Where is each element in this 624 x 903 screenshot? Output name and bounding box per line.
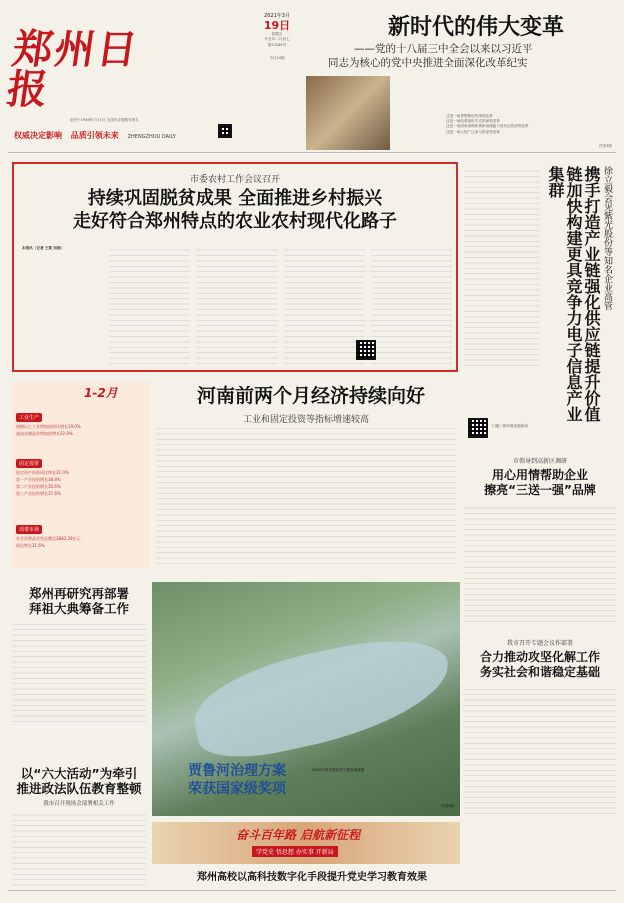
left-story-body — [12, 811, 146, 891]
date-year: 2021年3月 — [264, 13, 290, 19]
left-story-2 — [12, 766, 146, 892]
photo-caption-title-2: 荣获国家级奖项 — [188, 781, 286, 797]
river-shape — [185, 626, 458, 768]
right-story-title-2: 擦亮“三送一强”品牌 — [484, 483, 596, 497]
right-story-2 — [464, 638, 616, 818]
stat-line: 固定资产投资同比增长31.0% — [16, 470, 69, 475]
stat-line: 社会消费品零售总额达3883.29亿元 — [16, 536, 81, 541]
right-story-title-1: 合力推动攻坚化解工作 — [479, 650, 600, 664]
left-story-1 — [12, 586, 146, 726]
river-photo — [152, 582, 460, 816]
lead-column — [284, 246, 365, 364]
right-story-body — [464, 686, 616, 814]
photo-caption-see: 详见2版 — [440, 804, 454, 808]
right-story-1 — [464, 456, 616, 632]
top-story-see: 详见3版 — [598, 144, 612, 148]
lead-qr-icon — [356, 340, 376, 360]
stat-line: 第三产业投资增长37.6% — [16, 491, 61, 496]
lead-title-2: 走好符合郑州特点的农业农村现代化路子 — [73, 211, 397, 232]
pinyin-name: ZHENGZHOU DAILY — [127, 134, 176, 140]
top-story-sub2: 同志为核心的党中央推进全面深化改革纪实 — [328, 57, 528, 69]
bottom-banner — [152, 822, 460, 864]
photo-caption-credit: 2020年度全国优秀工程咨询成果 — [312, 768, 365, 772]
masthead-qr-icon — [218, 124, 232, 138]
economy-infographic — [12, 382, 150, 568]
right-story-body — [464, 504, 616, 622]
mao-text: 毛泽东亲笔题写报名 — [106, 118, 139, 122]
lead-kicker: 市委农村工作会议召开 — [189, 175, 280, 185]
infographic-section — [16, 516, 146, 549]
slogan-b: 品质引领未来 — [70, 131, 119, 140]
left-story-title-2: 拜祖大典筹备工作 — [28, 601, 129, 616]
founded-note — [70, 118, 190, 123]
right-story-kicker: 市领导到高新区调研 — [512, 458, 567, 465]
left-story-title: 以“六大活动”为牵引 — [20, 766, 138, 781]
date-day: 19日 — [263, 19, 291, 33]
lead-column — [109, 246, 190, 364]
lead-story-box — [12, 162, 458, 372]
top-story-bullets — [446, 114, 614, 135]
weekday: 星期五 — [271, 32, 283, 37]
left-story-sub: 我市召开现场会部署相关工作 — [43, 801, 115, 807]
top-story — [306, 14, 616, 150]
right-qr-caption: 扫描二维码看视频新闻 — [492, 424, 528, 428]
top-story-sub1: ——党的十八届三中全会以来以习近平 — [354, 43, 533, 55]
masthead-divider — [8, 152, 616, 153]
lead-byline: 本报讯（记者 王策 刘雨） — [22, 246, 65, 250]
left-story-title: 郑州再研究再部署 — [28, 586, 129, 601]
lead-title-1: 持续巩固脱贫成果 全面推进乡村振兴 — [87, 188, 383, 209]
stat-line: 同比增长31.6% — [16, 543, 45, 548]
left-story-title-2: 推进政法队伍教育整顿 — [16, 781, 142, 796]
slogan-bar — [14, 130, 214, 141]
economy-title: 河南前两个月经济持续向好 — [196, 385, 425, 407]
right-story-title-1: 用心用情帮助企业 — [491, 468, 588, 482]
right-body — [464, 166, 540, 366]
slogan-a: 权威决定影响 — [14, 131, 62, 140]
masthead — [3, 12, 143, 122]
stat-line: 第二产业投资增长30.6% — [16, 484, 61, 489]
infographic-section — [16, 404, 146, 437]
right-headline: 携手打造产业链强化供应链提升价值链加快构建更具竞争力电子信息产业集群 — [546, 166, 601, 422]
bullet-item: 这是一场思想理论的深刻变革 — [446, 114, 493, 118]
bullet-item: 这是一场人民广泛参与的深刻变革 — [446, 129, 500, 134]
banner-title: 奋斗百年路 启航新征程 — [236, 828, 361, 842]
lunar-date: 辛丑年二月初七 — [264, 37, 290, 42]
economy-body — [156, 428, 456, 564]
footer-divider — [8, 890, 616, 891]
right-story-kicker: 我市召开专题会议作部署 — [506, 640, 573, 647]
right-story-title-2: 务实社会和谐稳定基础 — [479, 665, 600, 679]
left-story-body — [12, 622, 146, 722]
right-kicker: 徐立毅会见紫光股份等知名企业高管 — [602, 166, 612, 310]
photo-caption-title-1: 贾鲁河治理方案 — [188, 763, 286, 779]
bottom-story-title: 郑州高校以高科技数字化手段提升党史学习教育效果 — [197, 872, 427, 883]
section-label: 固定投资 — [16, 459, 42, 468]
page-count: 今日24版 — [269, 55, 285, 60]
bullet-item: 这是一场改革组织方式的深刻变革 — [446, 119, 500, 124]
founded-text: 创刊于1949年7月1日 — [70, 118, 106, 122]
stat-line: 规模以上工业增加值同比增长19.0% — [16, 424, 81, 429]
economy-story — [156, 384, 456, 568]
top-story-title: 新时代的伟大变革 — [387, 15, 564, 40]
issue-number: 第23184号 — [267, 42, 287, 47]
stat-line: 第一产业投资增长38.8% — [16, 477, 61, 482]
right-column — [464, 162, 616, 452]
lead-column — [22, 246, 103, 364]
section-label: 工业生产 — [16, 413, 42, 422]
banner-sub: 学党史 悟思想 办实事 开新局 — [252, 846, 338, 857]
stat-line: 高技术制造业增加值增长32.9% — [16, 431, 73, 436]
bullet-item: 这是一场国家治理体系和治理能力现代化的深刻变革 — [446, 124, 529, 129]
infographic-title: 1-2月 — [84, 386, 118, 400]
date-block — [254, 14, 300, 96]
top-story-photo — [306, 76, 390, 150]
infographic-section — [16, 450, 146, 497]
lead-column — [371, 246, 452, 364]
right-qr-icon — [468, 418, 488, 438]
lead-body — [22, 246, 452, 364]
section-label: 消费市场 — [16, 525, 42, 534]
newspaper-logo: 郑州日报 — [3, 26, 143, 113]
lead-column — [196, 246, 277, 364]
economy-sub: 工业和固定投资等指标增速较高 — [242, 415, 369, 425]
